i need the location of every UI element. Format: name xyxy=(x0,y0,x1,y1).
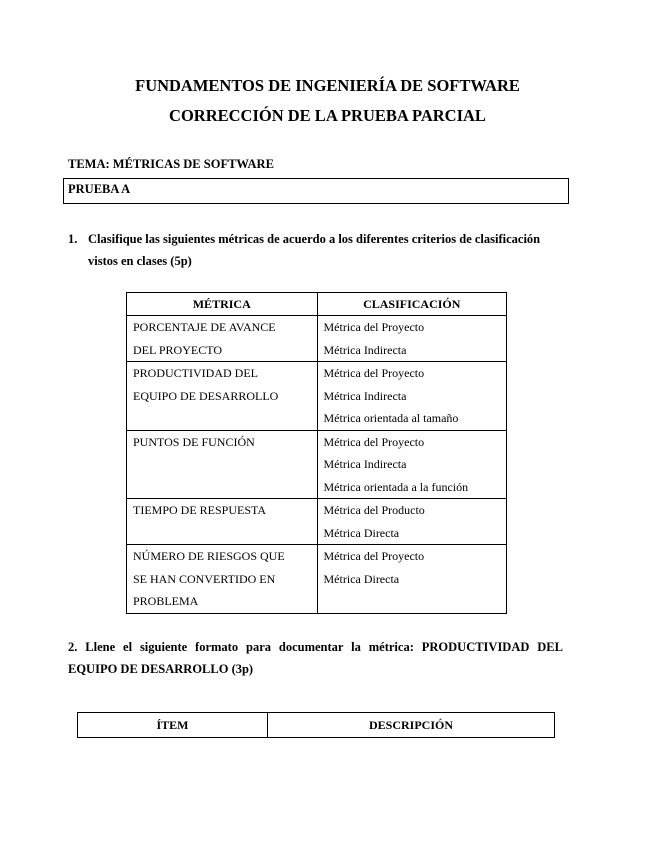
column-header-classification: CLASIFICACIÓN xyxy=(317,293,507,316)
classification-line: Métrica del Proyecto xyxy=(323,549,425,563)
metric-name-line: PROBLEMA xyxy=(133,594,199,608)
metric-cell xyxy=(127,430,318,499)
classification-line: Métrica del Proyecto xyxy=(323,434,425,449)
table-row xyxy=(127,430,507,499)
metric-cell xyxy=(127,362,318,431)
table-row xyxy=(127,499,507,545)
metric-name-line: PRODUCTIVIDAD DEL xyxy=(133,366,258,380)
table-header-row xyxy=(78,713,555,738)
classification-line: Métrica del Producto xyxy=(323,503,425,517)
table-row xyxy=(127,545,507,614)
question-2 xyxy=(68,636,563,680)
metric-name-line: TIEMPO DE RESPUESTA xyxy=(133,503,267,517)
question-1-text-line1: Clasifique las siguientes métricas de acuerdo a los diferentes criterios de clasificación xyxy=(88,232,541,246)
metric-name-line: PUNTOS DE FUNCIÓN xyxy=(133,434,255,449)
metric-documentation-table xyxy=(77,712,555,738)
column-header-metric: MÉTRICA xyxy=(127,293,318,316)
document-subtitle: CORRECCIÓN DE LA PRUEBA PARCIAL xyxy=(169,106,486,125)
topic-label: TEMA: MÉTRICAS DE SOFTWARE xyxy=(68,157,274,171)
classification-cell xyxy=(317,499,507,545)
metric-cell xyxy=(127,499,318,545)
classification-line: Métrica del Proyecto xyxy=(323,366,425,380)
test-version-label: PRUEBA A xyxy=(68,182,131,196)
metric-name-line: PORCENTAJE DE AVANCE xyxy=(133,320,276,334)
classification-line: Métrica Indirecta xyxy=(323,457,407,471)
classification-cell xyxy=(317,545,507,614)
metric-name-line: EQUIPO DE DESARROLLO xyxy=(133,388,279,403)
metric-name-line: NÚMERO DE RIESGOS QUE xyxy=(133,549,285,563)
classification-line: Métrica Indirecta xyxy=(323,388,407,403)
question-1-number: 1. xyxy=(68,232,78,246)
classification-cell xyxy=(317,362,507,431)
metric-cell xyxy=(127,316,318,362)
table-row xyxy=(127,316,507,362)
document-title: FUNDAMENTOS DE INGENIERÍA DE SOFTWARE xyxy=(135,76,520,95)
classification-line: Métrica Directa xyxy=(323,571,400,586)
table-row xyxy=(127,362,507,431)
classification-line: Métrica del Proyecto xyxy=(323,320,425,334)
question-1-text-line2: vistos en clases (5p) xyxy=(88,254,192,268)
classification-line: Métrica Indirecta xyxy=(323,342,407,357)
classification-line: Métrica Directa xyxy=(323,525,400,540)
metrics-classification-table xyxy=(126,292,507,614)
metric-name-line: DEL PROYECTO xyxy=(133,342,223,357)
column-header-description: DESCRIPCIÓN xyxy=(268,713,555,738)
test-version-box xyxy=(63,178,569,204)
question-1 xyxy=(68,228,568,272)
metric-name-line: SE HAN CONVERTIDO EN xyxy=(133,571,276,586)
classification-cell xyxy=(317,430,507,499)
question-2-text-line1: 2. Llene el siguiente formato para documentar la métrica: PRODUCTIVIDAD DEL xyxy=(68,640,563,654)
question-2-text-line2: EQUIPO DE DESARROLLO (3p) xyxy=(68,662,254,676)
classification-cell xyxy=(317,316,507,362)
metric-cell xyxy=(127,545,318,614)
classification-line: Métrica orientada a la función xyxy=(323,479,469,494)
column-header-item: ÍTEM xyxy=(78,713,268,738)
classification-line: Métrica orientada al tamaño xyxy=(323,411,459,425)
table-header-row xyxy=(127,293,507,316)
